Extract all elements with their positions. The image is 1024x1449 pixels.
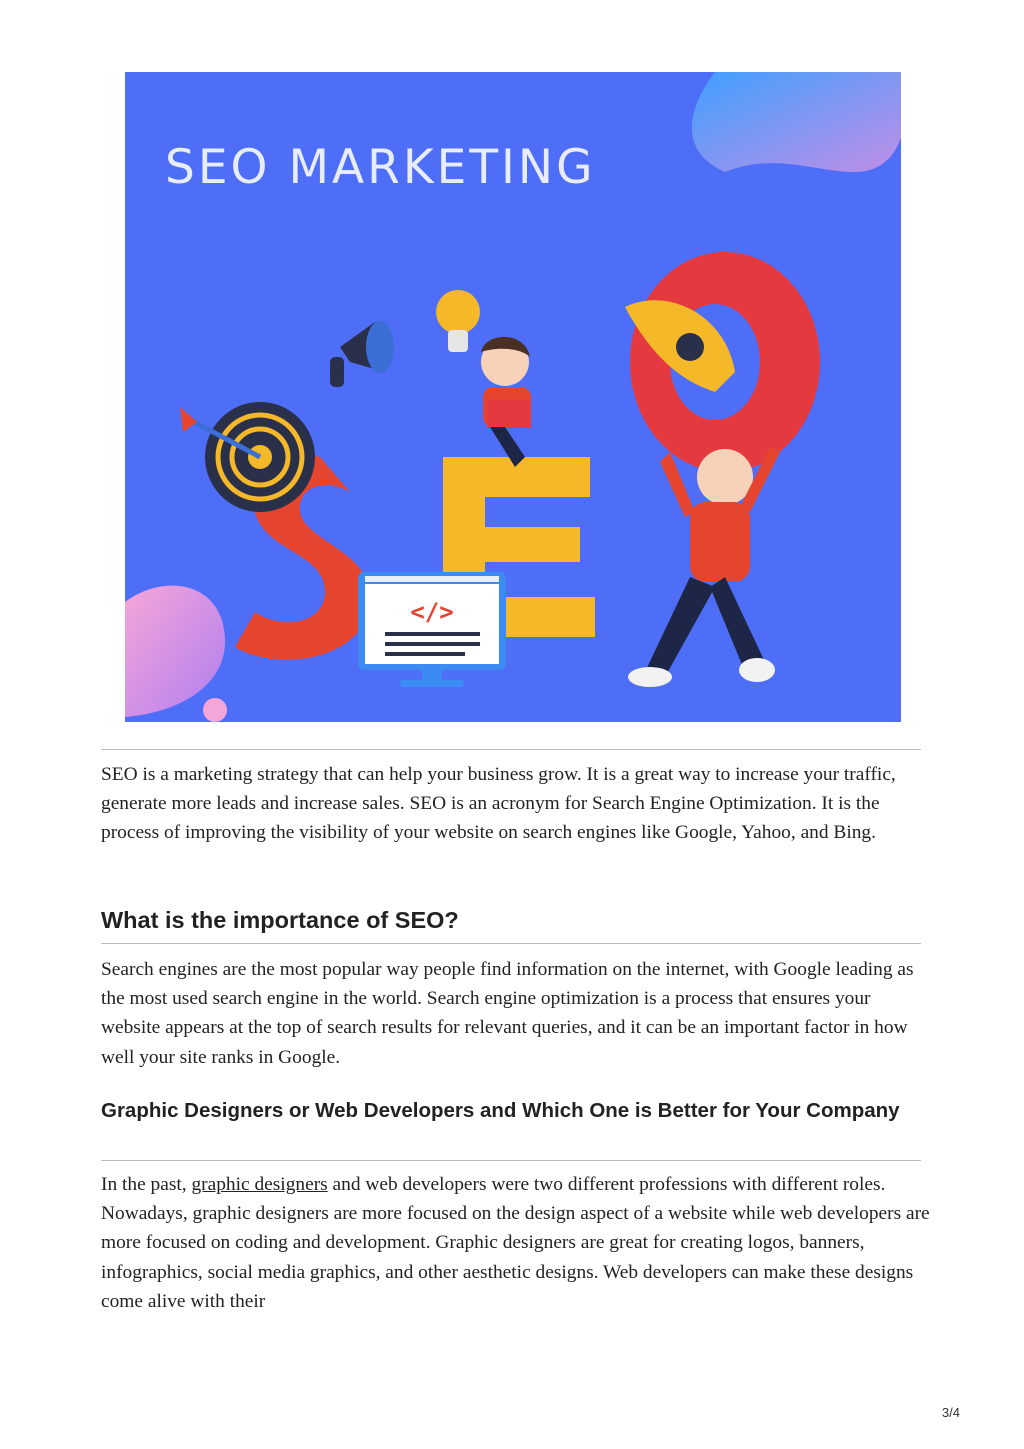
hero-image [125, 72, 901, 722]
page-number: 3/4 [941, 1405, 960, 1420]
person-with-laptop [481, 337, 531, 467]
person-lifting-letter [628, 447, 780, 687]
paragraph-text: and web developers were two different professions with different roles. Nowadays, graphic designers are more focused on the design aspect of a website while web developers are more focused on coding and development. Graphic designers are great for creating logos, banners, infographics, social media graphics, and other aesthetic designs. Web developers can make these designs come alive with their [101, 1174, 930, 1312]
graphic-designers-link[interactable]: graphic designers [191, 1174, 328, 1195]
section-paragraph: Search engines are the most popular way people find information on the internet, with Google leading as the most used search engine in the world. Search engine optimization is a process that ensures your website appears at the top of search results for relevant queries, and it can be an important factor in how well your site ranks in Google. [101, 959, 914, 1068]
intro-paragraph: SEO is a marketing strategy that can help your business grow. It is a great way to increase your traffic, generate more leads and increase sales. SEO is an acronym for Search Engine Optimization. It is the process of improving the visibility of your website on search engines like Google, Yahoo, and Bing. [101, 764, 896, 844]
megaphone-icon [330, 321, 394, 387]
section-heading: What is the importance of SEO? [101, 907, 459, 933]
decorative-blob [692, 72, 901, 172]
code-symbol: </> [410, 598, 454, 626]
divider [101, 749, 921, 750]
paragraph-text: In the past, [101, 1174, 192, 1195]
subsection-heading: Graphic Designers or Web Developers and Which One is Better for Your Company [101, 1099, 900, 1122]
dartboard-icon [180, 402, 315, 512]
divider [101, 943, 921, 944]
subsection-paragraph [101, 1170, 931, 1316]
hero-title: SEO MARKETING [165, 140, 596, 195]
divider [101, 1160, 921, 1161]
lightbulb-icon [436, 290, 480, 352]
decorative-blob [125, 586, 225, 717]
monitor-icon [358, 572, 506, 687]
